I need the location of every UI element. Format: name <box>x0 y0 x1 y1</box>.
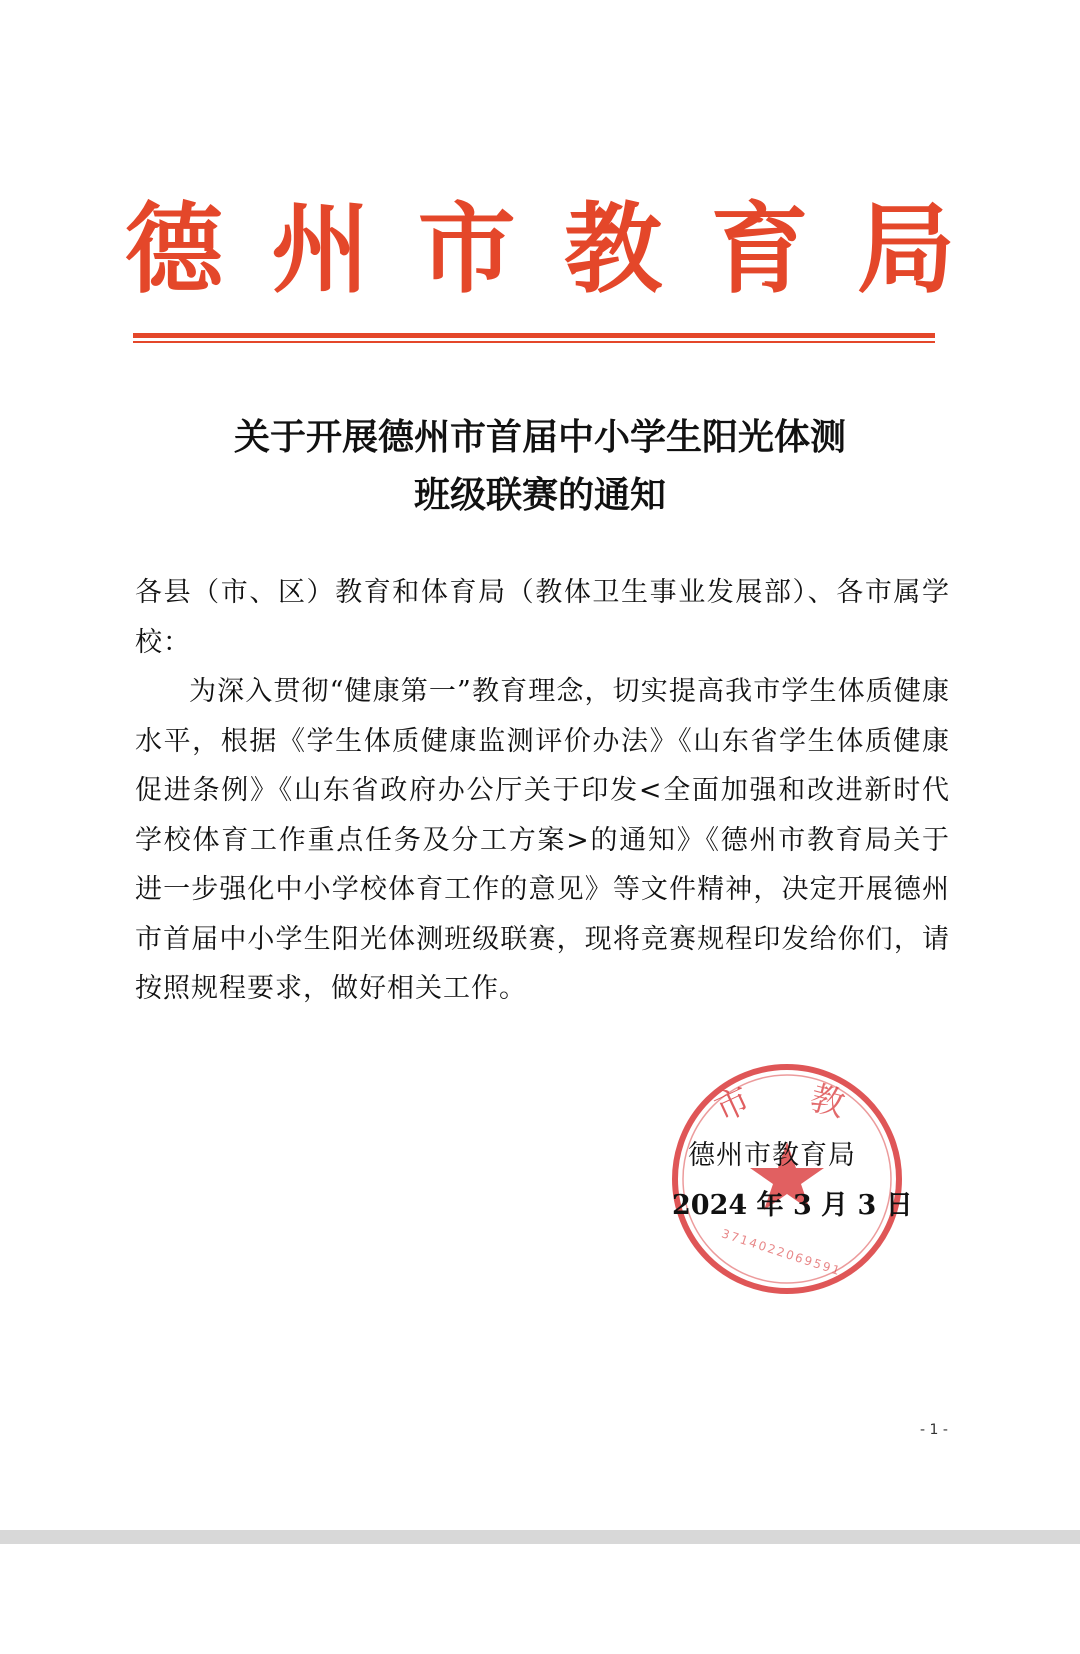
title-line-1: 关于开展德州市首届中小学生阳光体测 <box>233 416 846 458</box>
official-seal-stamp <box>668 1060 906 1298</box>
title-line-2: 班级联赛的通知 <box>413 474 666 516</box>
letterhead-divider <box>133 333 935 338</box>
signature-date: 2024 年 3 月 3 日 <box>672 1190 913 1221</box>
letterhead-char: 德 <box>125 192 224 307</box>
body-paragraph: 为深入贯彻“健康第一”教育理念，切实提高我市学生体质健康水平，根据《学生体质健康监测评价办法》《山东省学生体质健康促进条例》《山东省政府办公厅关于印发<全面加强和改进新时代学校体育工作重点任务及分工方案>的通知》《德州市教育局关于进一步强化中小学校体育工作的意见》等文件精神，决定开展德州市首届中小学生阳光体测班级联赛，现将竞赛规程印发给你们，请按照规程要求，做好相关工作。 <box>135 676 950 1004</box>
letterhead-char: 教 <box>564 192 663 307</box>
page-number: - 1 - <box>920 1422 948 1438</box>
signature-org: 德州市教育局 <box>688 1140 856 1171</box>
letterhead <box>125 190 955 310</box>
letterhead-char: 局 <box>856 192 955 307</box>
svg-text:市: 市 <box>708 1079 757 1131</box>
letterhead-char: 州 <box>271 192 370 307</box>
document-body <box>135 568 950 1014</box>
document-title <box>100 408 980 524</box>
svg-text:教: 教 <box>805 1078 849 1126</box>
letterhead-divider-thin <box>133 341 935 343</box>
svg-text:3714022069591: 3714022069591 <box>719 1226 844 1279</box>
page-bottom-bar <box>0 1530 1080 1544</box>
letterhead-char: 育 <box>710 192 809 307</box>
letterhead-char: 市 <box>417 192 516 307</box>
salutation: 各县（市、区）教育和体育局（教体卫生事业发展部）、各市属学校： <box>135 577 950 658</box>
